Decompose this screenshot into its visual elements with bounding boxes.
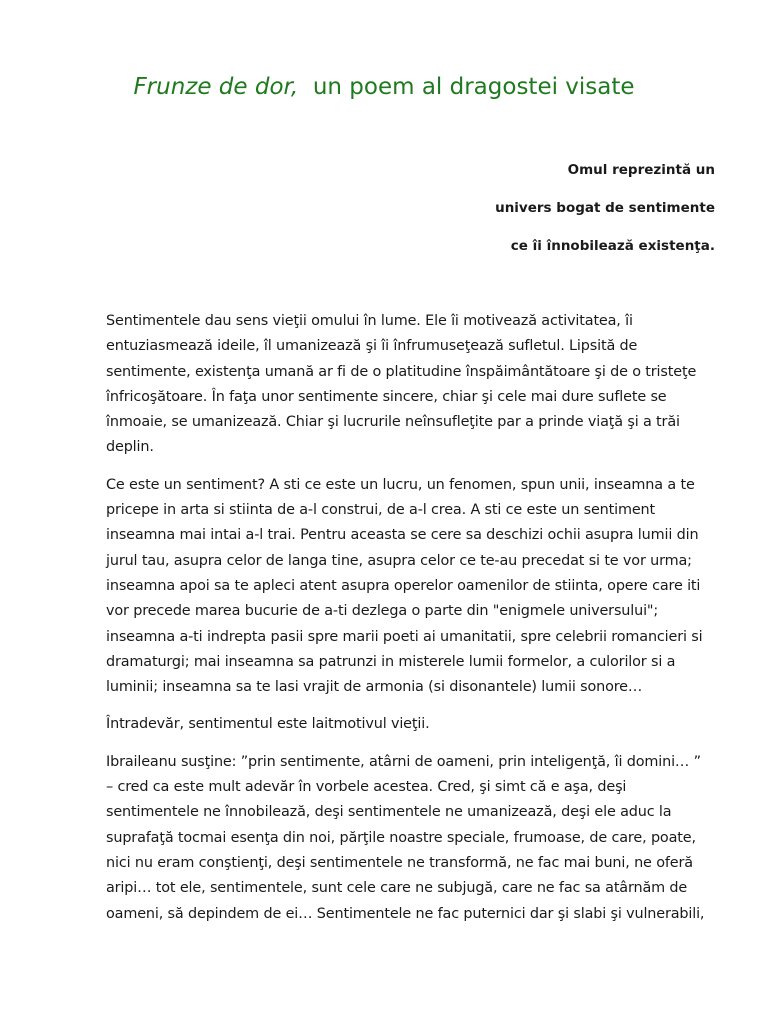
text-line: inseamna apoi sa te apleci atent asupra operelor oamenilor de stiinta, opere care iti bbox=[106, 577, 701, 594]
text-line: jurul tau, asupra celor de langa tine, asupra celor ce te-au precedat si te vor urma; bbox=[106, 552, 692, 569]
title-rest: un poem al dragostei visate bbox=[312, 74, 635, 100]
text-line: dramaturgi; mai inseamna sa patrunzi in misterele lumii formelor, a culorilor si a bbox=[106, 653, 676, 670]
text-line: entuziasmează ideile, îl umanizează şi îi înfrumuseţează sufletul. Lipsită de bbox=[106, 338, 638, 355]
text-line: înfricoşătoare. În faţa unor sentimente sincere, chiar şi cele mai dure suflete se bbox=[106, 388, 667, 405]
text-line: oameni, să depindem de ei… Sentimentele ne fac puternici dar şi slabi şi vulnerabili, bbox=[106, 905, 705, 922]
text-line: – cred ca este mult adevăr în vorbele acestea. Cred, şi simt că e aşa, deşi bbox=[106, 779, 627, 796]
text-line: deplin. bbox=[106, 439, 154, 456]
text-line: pricepe in arta si stiinta de a-l construi, de a-l crea. A sti ce este un sentiment bbox=[106, 502, 655, 519]
text-line: nici nu eram conştienţi, deşi sentimentele ne transformă, ne fac mai buni, ne oferă bbox=[106, 854, 693, 871]
motto-block bbox=[495, 160, 715, 274]
text-line: aripi… tot ele, sentimentele, sunt cele care ne subjugă, care ne fac sa atârnăm de bbox=[106, 880, 688, 897]
paragraph-2 bbox=[106, 473, 712, 701]
text-line: luminii; inseamna sa te lasi vrajit de armonia (si disonantele) lumii sonore… bbox=[106, 679, 643, 696]
text-line: Întradevăr, sentimentul este laitmotivul vieţii. bbox=[106, 716, 430, 733]
title-italic-part: Frunze de dor, bbox=[133, 74, 299, 100]
text-line: Sentimentele dau sens vieţii omului în lume. Ele îi motivează activitatea, îi bbox=[106, 313, 633, 329]
motto-line: ce îi înnobilează existenţa. bbox=[510, 238, 715, 254]
text-line: suprafaţă tocmai esenţa din noi, părţile noastre speciale, frumoase, de care, poate, bbox=[106, 829, 696, 846]
motto-line: Omul reprezintă un bbox=[567, 162, 715, 178]
text-line: sentimente, existenţa umană ar fi de o platitudine înspăimântătoare şi de o tristeţe bbox=[106, 363, 697, 380]
text-line: sentimentele ne înnobilează, deşi sentimentele ne umanizează, deşi ele aduc la bbox=[106, 804, 672, 821]
text-line: vor precede marea bucurie de a-ti dezlega o parte din "enigmele universului"; bbox=[106, 603, 659, 620]
paragraph-3 bbox=[106, 712, 712, 737]
document-title bbox=[0, 74, 768, 100]
body-text bbox=[106, 309, 712, 939]
paragraph-4 bbox=[106, 750, 712, 927]
paragraph-1 bbox=[106, 309, 712, 461]
text-line: Ibraileanu susţine: ”prin sentimente, atârni de oameni, prin inteligenţă, îi domini… ” bbox=[106, 753, 701, 770]
text-line: Ce este un sentiment? A sti ce este un lucru, un fenomen, spun unii, inseamna a te bbox=[106, 476, 695, 493]
motto-line: univers bogat de sentimente bbox=[495, 200, 715, 216]
text-line: inseamna a-ti indrepta pasii spre marii poeti ai umanitatii, spre celebrii romancieri si bbox=[106, 628, 703, 645]
text-line: inseamna mai intai a-l trai. Pentru aceasta se cere sa deschizi ochii asupra lumii din bbox=[106, 527, 699, 544]
text-line: înmoaie, se umanizează. Chiar şi lucrurile neînsufleţite par a prinde viaţă şi a trăi bbox=[106, 414, 680, 431]
